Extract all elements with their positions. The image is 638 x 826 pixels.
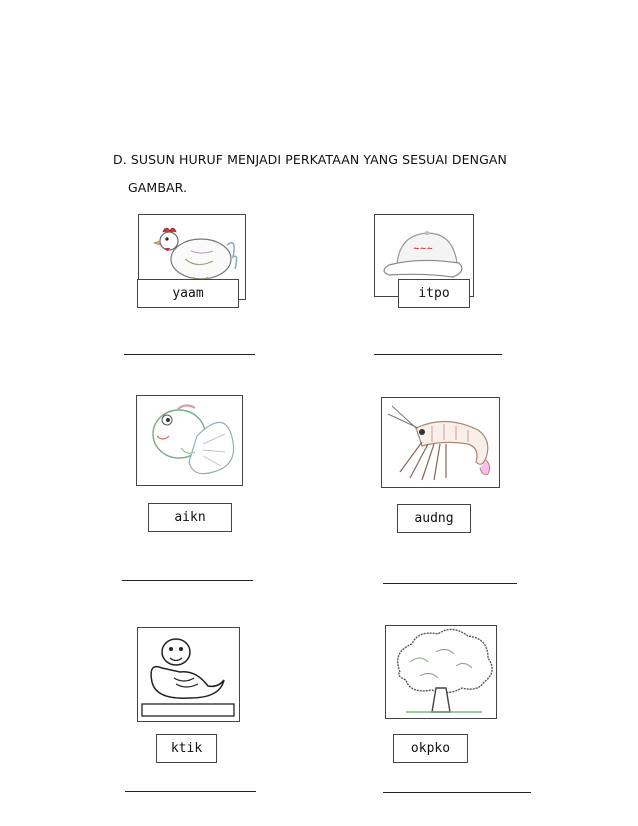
scrambled-word-box: yaam — [137, 279, 239, 308]
scrambled-word-box: audng — [397, 504, 471, 533]
answer-line[interactable] — [374, 354, 502, 356]
scrambled-word-box: ktik — [156, 734, 217, 763]
answer-line[interactable] — [383, 583, 517, 585]
instruction-line-1: D. SUSUN HURUF MENJADI PERKATAAN YANG SESUAI DENGAN — [113, 152, 507, 167]
fish-icon — [136, 395, 243, 486]
answer-line[interactable] — [125, 791, 256, 793]
answer-line[interactable] — [122, 580, 253, 582]
prawn-icon — [381, 397, 500, 488]
scrambled-word-box: okpko — [393, 734, 468, 763]
scrambled-word-box: aikn — [148, 503, 232, 532]
instruction-line-2: GAMBAR. — [128, 180, 188, 195]
svg-text:~~~: ~~~ — [413, 244, 434, 253]
scrambled-word-box: itpo — [398, 279, 470, 308]
answer-line[interactable] — [124, 354, 255, 356]
duck-icon — [137, 627, 240, 722]
tree-icon — [385, 625, 497, 719]
answer-line[interactable] — [383, 792, 531, 794]
